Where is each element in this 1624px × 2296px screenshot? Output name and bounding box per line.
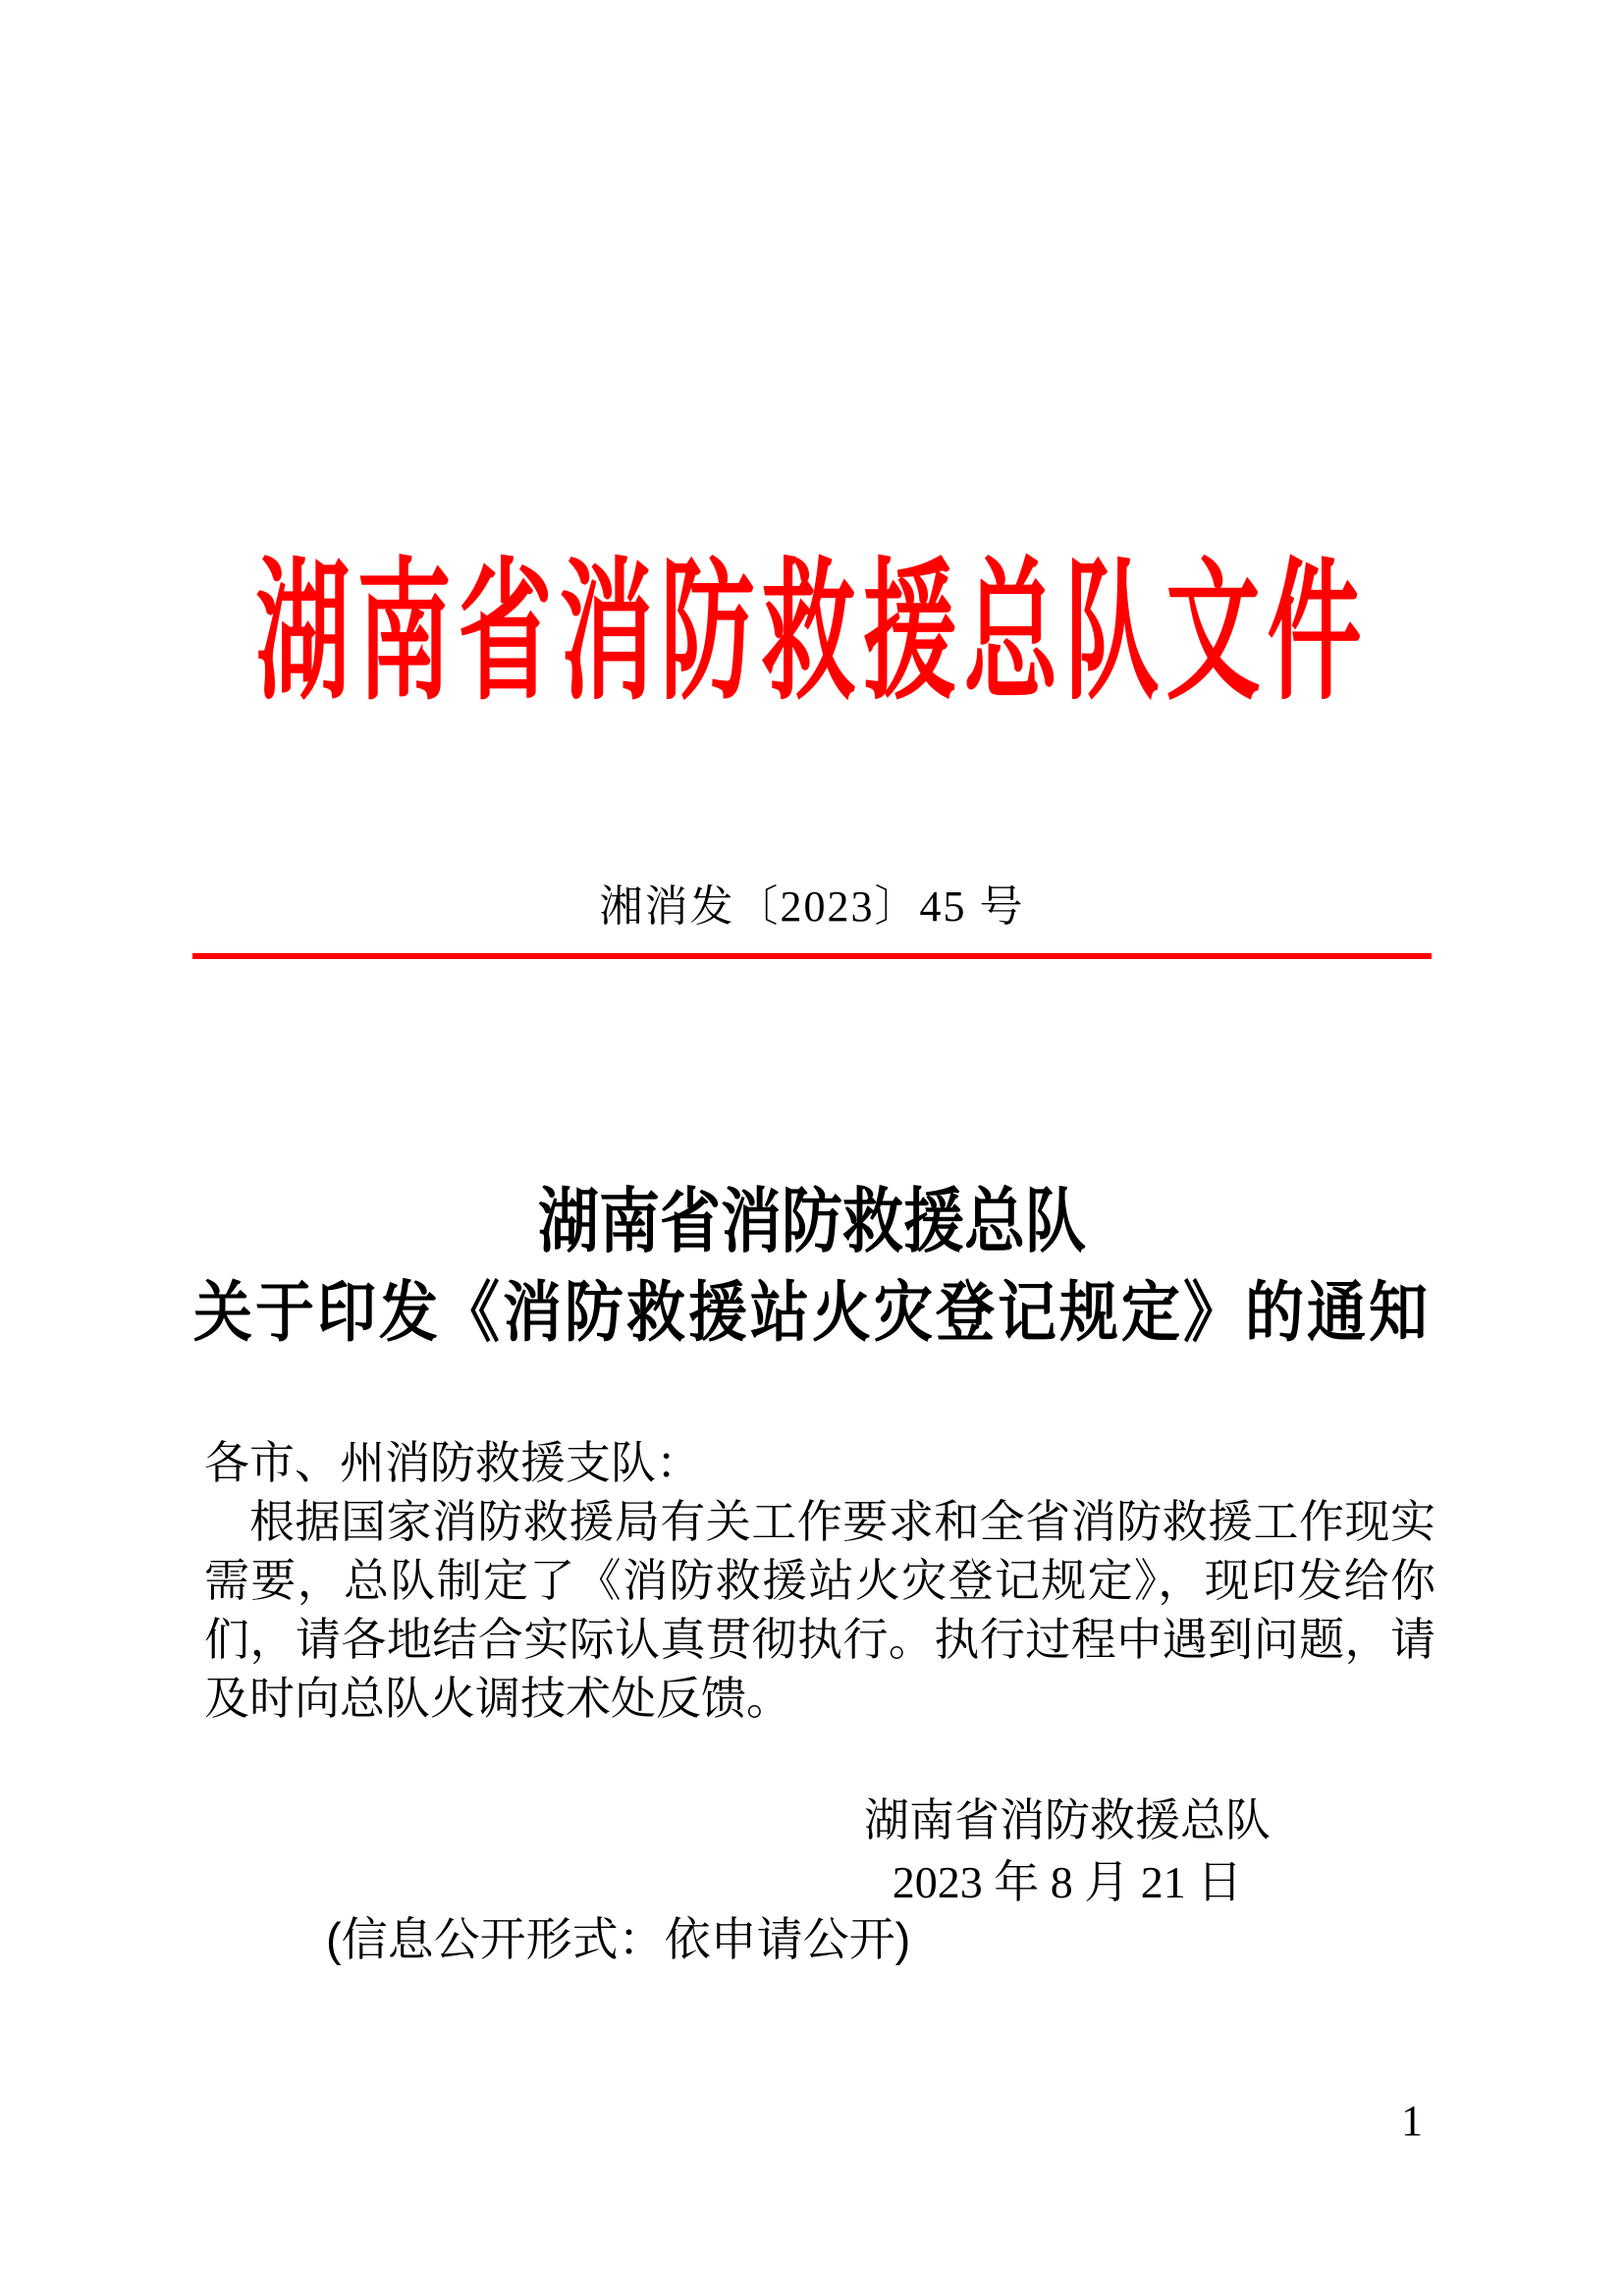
signature-date: 2023 年 8 月 21 日 (892, 1857, 1243, 1907)
letterhead-title: 湖南省消防救援总队文件 (255, 548, 1369, 719)
body-paragraph: 根据国家消防救援局有关工作要求和全省消防救援工作现实需要，总队制定了《消防救援站火灾登记规定》，现印发给你们，请各地结合实际认真贯彻执行。执行过程中遇到问题，请及时向总队火调技术处反馈。 (204, 1496, 1435, 1724)
document-reference-number: 湘消发〔2023〕45 号 (599, 882, 1025, 931)
page-number: 1 (1401, 2097, 1423, 2145)
signature-organization: 湖南省消防救援总队 (864, 1794, 1271, 1845)
info-disclosure-note: (信息公开形式：依申请公开) (326, 1913, 911, 1965)
body-text (204, 1433, 1435, 1728)
salutation: 各市、州消防救援支队： (204, 1437, 701, 1488)
notice-title-line2: 关于印发《消防救援站火灾登记规定》的通知 (193, 1275, 1431, 1350)
notice-title-line1: 湖南省消防救援总队 (537, 1183, 1086, 1262)
closing-block (854, 1789, 1280, 1914)
red-separator-rule (192, 953, 1432, 959)
